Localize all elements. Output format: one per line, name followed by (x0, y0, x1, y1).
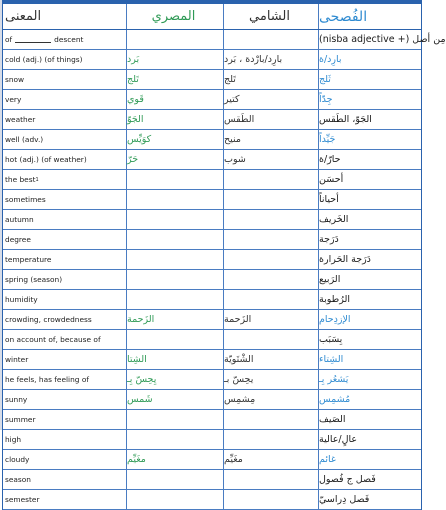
table-row (3, 70, 421, 90)
english-text: autumn (5, 215, 34, 224)
cell-fusha: الإزدِحام (319, 314, 351, 325)
table-row (3, 390, 421, 410)
english-text: season (5, 475, 31, 484)
cell-levantine: يحِسّ بـ (224, 370, 319, 389)
cell-egyptian (127, 470, 224, 489)
cell-levantine: مغَيِّم (224, 450, 319, 469)
cell-fusha: ثَلج (319, 74, 331, 85)
cell-egyptian (127, 230, 224, 249)
cell-egyptian (127, 170, 224, 189)
cell-egyptian (127, 30, 224, 49)
footnote-marker: 1 (35, 176, 39, 183)
cell-fusha: مُشمِس (319, 394, 351, 405)
cell-egyptian: الجَوّ (127, 110, 224, 129)
fill-in-blank (15, 36, 51, 43)
english-text: summer (5, 415, 36, 424)
cell-english (3, 430, 127, 449)
english-text: on account of, because of (5, 335, 101, 344)
english-text: semester (5, 495, 40, 504)
cell-english (3, 210, 127, 229)
table-row (3, 250, 421, 270)
english-text: weather (5, 115, 36, 124)
english-text: spring (season) (5, 275, 63, 284)
cell-levantine: الزَحمة (224, 310, 319, 329)
table-row (3, 130, 421, 150)
table-row (3, 210, 421, 230)
cell-levantine: الشْتَويّة (224, 350, 319, 369)
cell-fusha: غائم (319, 454, 336, 465)
cell-egyptian: يِحِسّ بِـ (127, 370, 224, 389)
cell-egyptian: بَرد (127, 50, 224, 69)
cell-fusha: الرَبيع (319, 274, 341, 285)
table-row (3, 470, 421, 490)
cell-english (3, 290, 127, 309)
cell-fusha: جَيِّداً (319, 134, 336, 145)
cell-egyptian (127, 270, 224, 289)
english-text: cold (adj.) (of things) (5, 55, 83, 64)
cell-english (3, 370, 127, 389)
cell-levantine: الطَقس (224, 110, 319, 129)
cell-egyptian: حَرّ (127, 150, 224, 169)
cell-egyptian: كوَيِّس (127, 130, 224, 149)
cell-english (3, 90, 127, 109)
table-row (3, 290, 421, 310)
cell-fusha: حارّ/ة (319, 154, 341, 165)
english-text: well (adv.) (5, 135, 44, 144)
english-text: winter (5, 355, 29, 364)
english-text: high (5, 435, 22, 444)
cell-egyptian: الزَحمة (127, 310, 224, 329)
cell-fusha: الجَوّ، الطَقس (319, 114, 372, 125)
table-row (3, 50, 421, 70)
cell-levantine (224, 210, 319, 229)
vocabulary-table (2, 0, 446, 510)
cell-fusha: الصَيف (319, 414, 346, 425)
cell-levantine (224, 30, 319, 49)
table-row (3, 190, 421, 210)
cell-levantine: منيح (224, 130, 319, 149)
cell-fusha: الخَريف (319, 214, 349, 225)
cell-english (3, 490, 127, 509)
cell-fusha: فَصل دِراسيّ (319, 494, 370, 505)
cell-egyptian (127, 330, 224, 349)
english-text: cloudy (5, 455, 30, 464)
table-row (3, 90, 421, 110)
cell-egyptian (127, 210, 224, 229)
cell-levantine: كتير (224, 90, 319, 109)
header-egyptian: المصري (127, 4, 224, 29)
cell-fusha: مِن أصل (+ nisba adjective) (319, 34, 446, 45)
cell-egyptian: شَمس (127, 390, 224, 409)
cell-egyptian: الشِتا (127, 350, 224, 369)
cell-levantine (224, 230, 319, 249)
cell-fusha: الرُطوبة (319, 294, 350, 305)
cell-levantine: تَلج (224, 70, 319, 89)
table-body (3, 30, 446, 510)
table-row (3, 110, 421, 130)
cell-fusha: بارِد/ة (319, 54, 342, 65)
table-row (3, 410, 421, 430)
english-text: snow (5, 75, 25, 84)
cell-egyptian: مغَيِّم (127, 450, 224, 469)
cell-english (3, 350, 127, 369)
cell-english (3, 250, 127, 269)
cell-fusha: أحياناً (319, 194, 339, 205)
cell-english (3, 150, 127, 169)
header-levantine: الشامي (224, 4, 319, 29)
header-english: المعنى (3, 4, 127, 29)
cell-levantine (224, 190, 319, 209)
cell-levantine (224, 430, 319, 449)
cell-english (3, 190, 127, 209)
cell-english (3, 390, 127, 409)
english-text: he feels, has feeling of (5, 375, 89, 384)
english-text: the best (5, 175, 36, 184)
cell-egyptian (127, 250, 224, 269)
cell-english (3, 270, 127, 289)
english-text: crowding, crowdedness (5, 315, 92, 324)
cell-fusha: عالٍ/عالية (319, 434, 358, 445)
english-text: humidity (5, 295, 38, 304)
cell-egyptian (127, 490, 224, 509)
english-suffix: descent (54, 35, 84, 44)
cell-levantine (224, 410, 319, 429)
table-row (3, 350, 421, 370)
cell-egyptian (127, 410, 224, 429)
cell-levantine (224, 250, 319, 269)
cell-fusha: فَصل ج فُصول (319, 474, 376, 485)
cell-fusha: يَشعُر بِـ (319, 374, 349, 385)
table-row (3, 490, 421, 510)
cell-egyptian: تَلج (127, 70, 224, 89)
english-text: hot (adj.) (of weather) (5, 155, 87, 164)
table-row (3, 430, 421, 450)
table-row (3, 230, 421, 250)
table-row (3, 450, 421, 470)
table-row (3, 270, 421, 290)
table-row (3, 170, 421, 190)
cell-egyptian: قَوي (127, 90, 224, 109)
cell-english (3, 450, 127, 469)
english-text: degree (5, 235, 31, 244)
cell-levantine: شوب (224, 150, 319, 169)
cell-fusha: جِدّاً (319, 94, 333, 105)
cell-fusha: أحسَن (319, 174, 344, 185)
english-text: sometimes (5, 195, 46, 204)
cell-english (3, 170, 127, 189)
english-prefix: of (5, 35, 13, 44)
cell-egyptian (127, 190, 224, 209)
cell-levantine (224, 470, 319, 489)
cell-egyptian (127, 430, 224, 449)
cell-egyptian (127, 290, 224, 309)
cell-levantine: مِشمِس (224, 390, 319, 409)
cell-fusha: الشِتاء (319, 354, 344, 365)
cell-english (3, 230, 127, 249)
table-row (3, 370, 421, 390)
table-row (3, 30, 446, 50)
cell-levantine: بارِد/بارْدة ، بَرد (224, 50, 319, 69)
header-fusha: الفُصحى (319, 8, 368, 25)
cell-levantine (224, 270, 319, 289)
cell-fusha: دَرَجة (319, 234, 339, 245)
cell-english (3, 330, 127, 349)
cell-fusha: دَرَجة الحَرارة (319, 254, 371, 265)
cell-levantine (224, 330, 319, 349)
table-row (3, 330, 421, 350)
table-header-row (3, 4, 421, 30)
cell-fusha: بِسَبَب (319, 334, 343, 345)
cell-english (3, 310, 127, 329)
cell-english (3, 50, 127, 69)
table-row (3, 150, 421, 170)
cell-levantine (224, 290, 319, 309)
english-text: sunny (5, 395, 28, 404)
english-text: temperature (5, 255, 52, 264)
cell-english (3, 470, 127, 489)
cell-english (3, 70, 127, 89)
cell-english (3, 130, 127, 149)
cell-levantine (224, 170, 319, 189)
cell-levantine (224, 490, 319, 509)
cell-english (3, 410, 127, 429)
cell-english (3, 30, 127, 49)
cell-english (3, 110, 127, 129)
english-text: very (5, 95, 22, 104)
table-row (3, 310, 421, 330)
